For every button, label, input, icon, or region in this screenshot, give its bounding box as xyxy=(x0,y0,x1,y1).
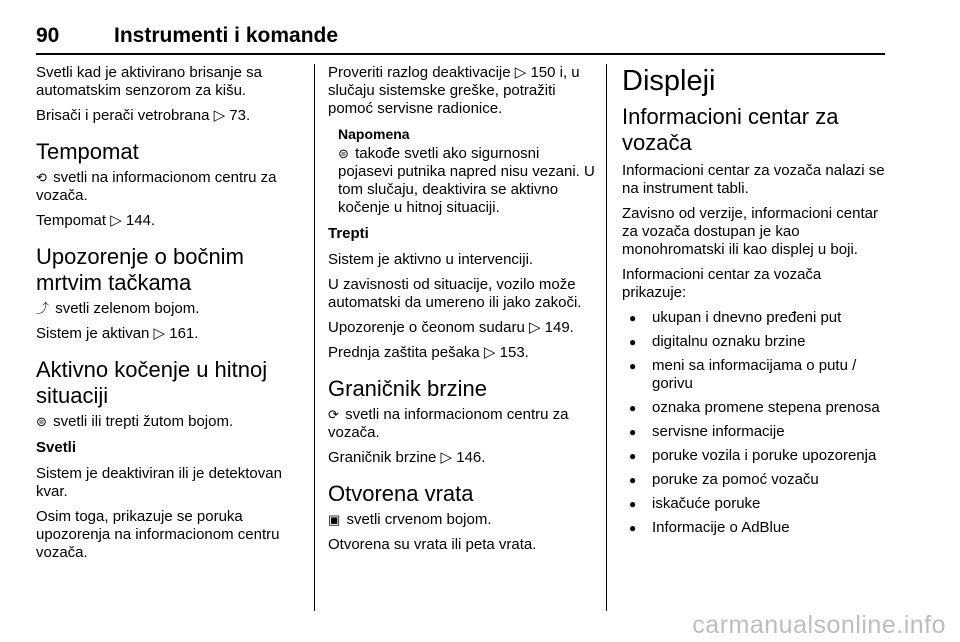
paragraph-text: takođe svetli ako sigurnosni pojasevi putnika napred nisu vezani. U tom slučaju, deaktivira se aktivno kočenje u hitnoj situaciji. xyxy=(338,145,595,216)
column-1 xyxy=(36,64,302,569)
list-item: ● meni sa informacijama o putu / gorivu xyxy=(622,357,888,393)
section-heading-displays: Displeji xyxy=(622,65,716,97)
list-item: ● iskačuće poruke xyxy=(622,495,888,513)
note-title: Napomena xyxy=(338,126,410,142)
column-divider xyxy=(606,64,607,611)
paragraph xyxy=(36,413,302,431)
door-open-icon: ▣ xyxy=(328,512,341,527)
feature-list xyxy=(622,309,888,537)
cruise-control-icon: ⟲ xyxy=(36,170,47,185)
speed-limiter-icon: ⟳ xyxy=(328,407,339,422)
paragraph: Zavisno od verzije, informacioni centar za vozača dostupan je kao monohromatski ili kao displej u boji. xyxy=(622,205,878,258)
column-2 xyxy=(328,64,596,561)
column-3 xyxy=(622,64,888,543)
header-rule xyxy=(36,53,885,55)
paragraph-text: svetli zelenom bojom. xyxy=(55,300,200,317)
list-item: ● poruke vozila i poruke upozorenja xyxy=(622,447,888,465)
paragraph: Sistem je aktivno u intervenciji. xyxy=(328,251,534,268)
section-heading-emergency-braking: Aktivno kočenje u hitnoj situaciji xyxy=(36,357,268,408)
blind-spot-icon: ⤴ xyxy=(36,301,50,316)
paragraph-text: svetli na informacionom centru za vozača. xyxy=(36,169,277,204)
section-heading-blind-spot: Upozorenje o bočnim mrtvim tačkama xyxy=(36,244,244,295)
paragraph: Upozorenje o čeonom sudaru ▷ 149. xyxy=(328,319,574,336)
note-box xyxy=(338,126,596,217)
chapter-title: Instrumenti i komande xyxy=(114,24,339,47)
paragraph-text: svetli crvenom bojom. xyxy=(346,511,492,528)
subheading-svetli: Svetli xyxy=(36,439,77,456)
paragraph xyxy=(36,169,302,205)
section-heading-tempomat: Tempomat xyxy=(36,139,139,164)
paragraph xyxy=(328,406,596,442)
list-item: ● digitalnu oznaku brzine xyxy=(622,333,888,351)
emergency-brake-icon: ⊜ xyxy=(338,146,349,161)
paragraph: Svetli kad je aktivirano brisanje sa automatskim senzorom za kišu. xyxy=(36,64,262,99)
paragraph: Prednja zaštita pešaka ▷ 153. xyxy=(328,344,529,361)
paragraph: Informacioni centar za vozača nalazi se na instrument tabli. xyxy=(622,162,885,197)
paragraph: Informacioni centar za vozača prikazuje: xyxy=(622,266,822,301)
note-text xyxy=(338,145,596,217)
section-heading-driver-info-center: Informacioni centar za vozača xyxy=(622,104,839,155)
paragraph: U zavisnosti od situacije, vozilo može automatski da umereno ili jako zakoči. xyxy=(328,276,582,311)
page-number: 90 xyxy=(36,24,60,47)
emergency-brake-icon: ⊜ xyxy=(36,414,47,429)
section-heading-speed-limiter: Graničnik brzine xyxy=(328,376,487,401)
list-item: ● servisne informacije xyxy=(622,423,888,441)
paragraph: Graničnik brzine ▷ 146. xyxy=(328,449,486,466)
paragraph: Proveriti razlog deaktivacije ▷ 150 i, u slučaju sistemske greške, potražiti pomoć servisne radionice. xyxy=(328,64,580,117)
paragraph: Sistem je aktivan ▷ 161. xyxy=(36,325,199,342)
paragraph: Osim toga, prikazuje se poruka upozorenja na informacionom centru vozača. xyxy=(36,508,280,561)
list-item: ● ukupan i dnevno pređeni put xyxy=(622,309,888,327)
column-divider xyxy=(314,64,315,611)
list-item: ● oznaka promene stepena prenosa xyxy=(622,399,888,417)
paragraph: Tempomat ▷ 144. xyxy=(36,212,156,229)
section-heading-door-open: Otvorena vrata xyxy=(328,481,474,506)
paragraph-text: svetli na informacionom centru za vozača. xyxy=(328,406,569,441)
paragraph: Sistem je deaktiviran ili je detektovan kvar. xyxy=(36,465,282,500)
paragraph: Otvorena su vrata ili peta vrata. xyxy=(328,536,537,553)
watermark: carmanualsonline.info xyxy=(692,611,946,639)
paragraph: Brisači i perači vetrobrana ▷ 73. xyxy=(36,107,251,124)
paragraph xyxy=(328,511,596,529)
list-item: ● poruke za pomoć vozaču xyxy=(622,471,888,489)
paragraph xyxy=(36,300,302,318)
list-item: ● Informacije o AdBlue xyxy=(622,519,888,537)
paragraph-text: svetli ili trepti žutom bojom. xyxy=(53,413,234,430)
subheading-trepti: Trepti xyxy=(328,225,369,242)
